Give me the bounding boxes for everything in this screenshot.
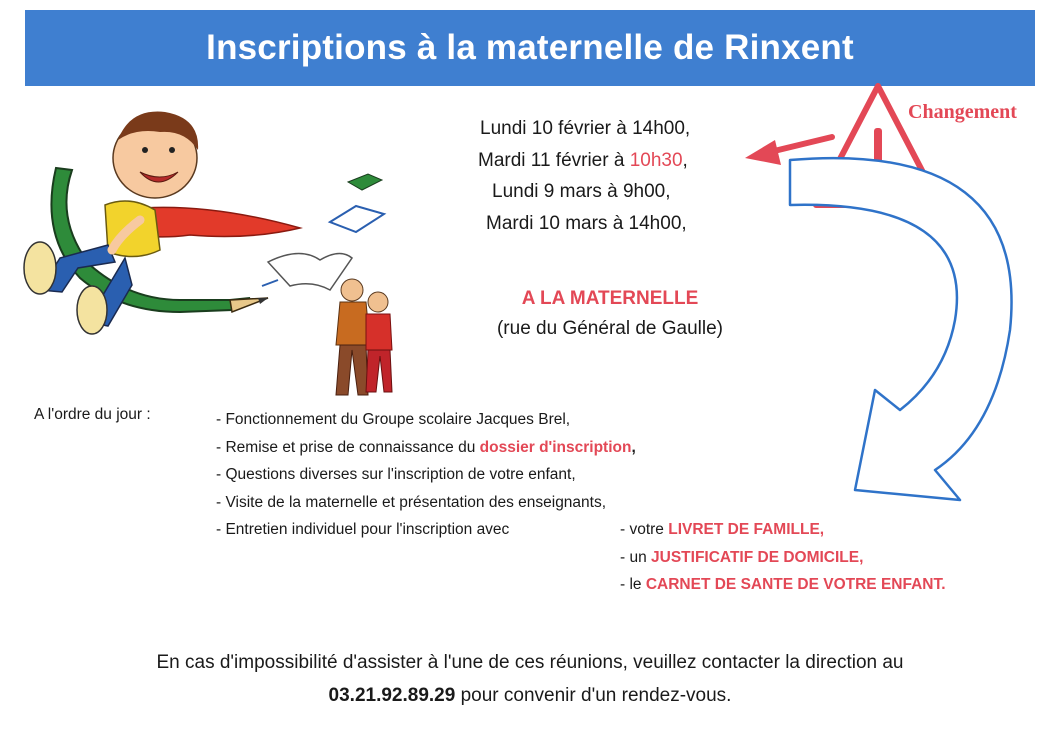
agenda-item: - Remise et prise de connaissance du dossier d'inscription, [216, 438, 636, 456]
schedule-date-4: Mardi 10 mars à 14h00, [486, 212, 687, 234]
agenda-item: - Questions diverses sur l'inscription de votre enfant, [216, 466, 576, 483]
agenda-label: A l'ordre du jour : [34, 406, 151, 423]
document-item: - le CARNET DE SANTE DE VOTRE ENFANT. [620, 576, 946, 593]
agenda-item: - Fonctionnement du Groupe scolaire Jacques Brel, [216, 411, 571, 428]
schedule-date-1: Lundi 10 février à 14h00, [480, 118, 691, 139]
footer-line-2: 03.21.92.89.29 pour convenir d'un rendez-vous. [328, 685, 732, 706]
schedule-date-2: Mardi 11 février à 10h30, [478, 149, 688, 171]
agenda-item: - Visite de la maternelle et présentation des enseignants, [216, 493, 607, 511]
page-title: Inscriptions à la maternelle de Rinxent [206, 28, 854, 67]
agenda-item: - Entretien individuel pour l'inscription avec [216, 521, 510, 538]
curved-arrow-icon [790, 158, 1012, 500]
agenda-list [216, 406, 636, 544]
document-item: - votre LIVRET DE FAMILLE, [620, 521, 825, 538]
changed-time: 10h30 [629, 149, 683, 171]
phone-number: 03.21.92.89.29 [328, 685, 456, 706]
required-documents-list [620, 516, 946, 599]
schedule-date-3: Lundi 9 mars à 9h00, [492, 181, 671, 202]
location-address: (rue du Général de Gaulle) [496, 318, 723, 339]
footer-line-1: En cas d'impossibilité d'assister à l'une de ces réunions, veuillez contacter la direction au [156, 652, 904, 673]
location-title: A LA MATERNELLE [521, 288, 699, 309]
change-label: Changement [908, 101, 1017, 123]
schedule-list [470, 113, 760, 239]
contact-footer [40, 646, 1020, 712]
boy-on-pencil-illustration [24, 112, 300, 334]
document-item: - un JUSTIFICATIF DE DOMICILE, [620, 548, 864, 566]
location-block [440, 284, 780, 344]
parent-and-child-illustration [336, 279, 392, 395]
